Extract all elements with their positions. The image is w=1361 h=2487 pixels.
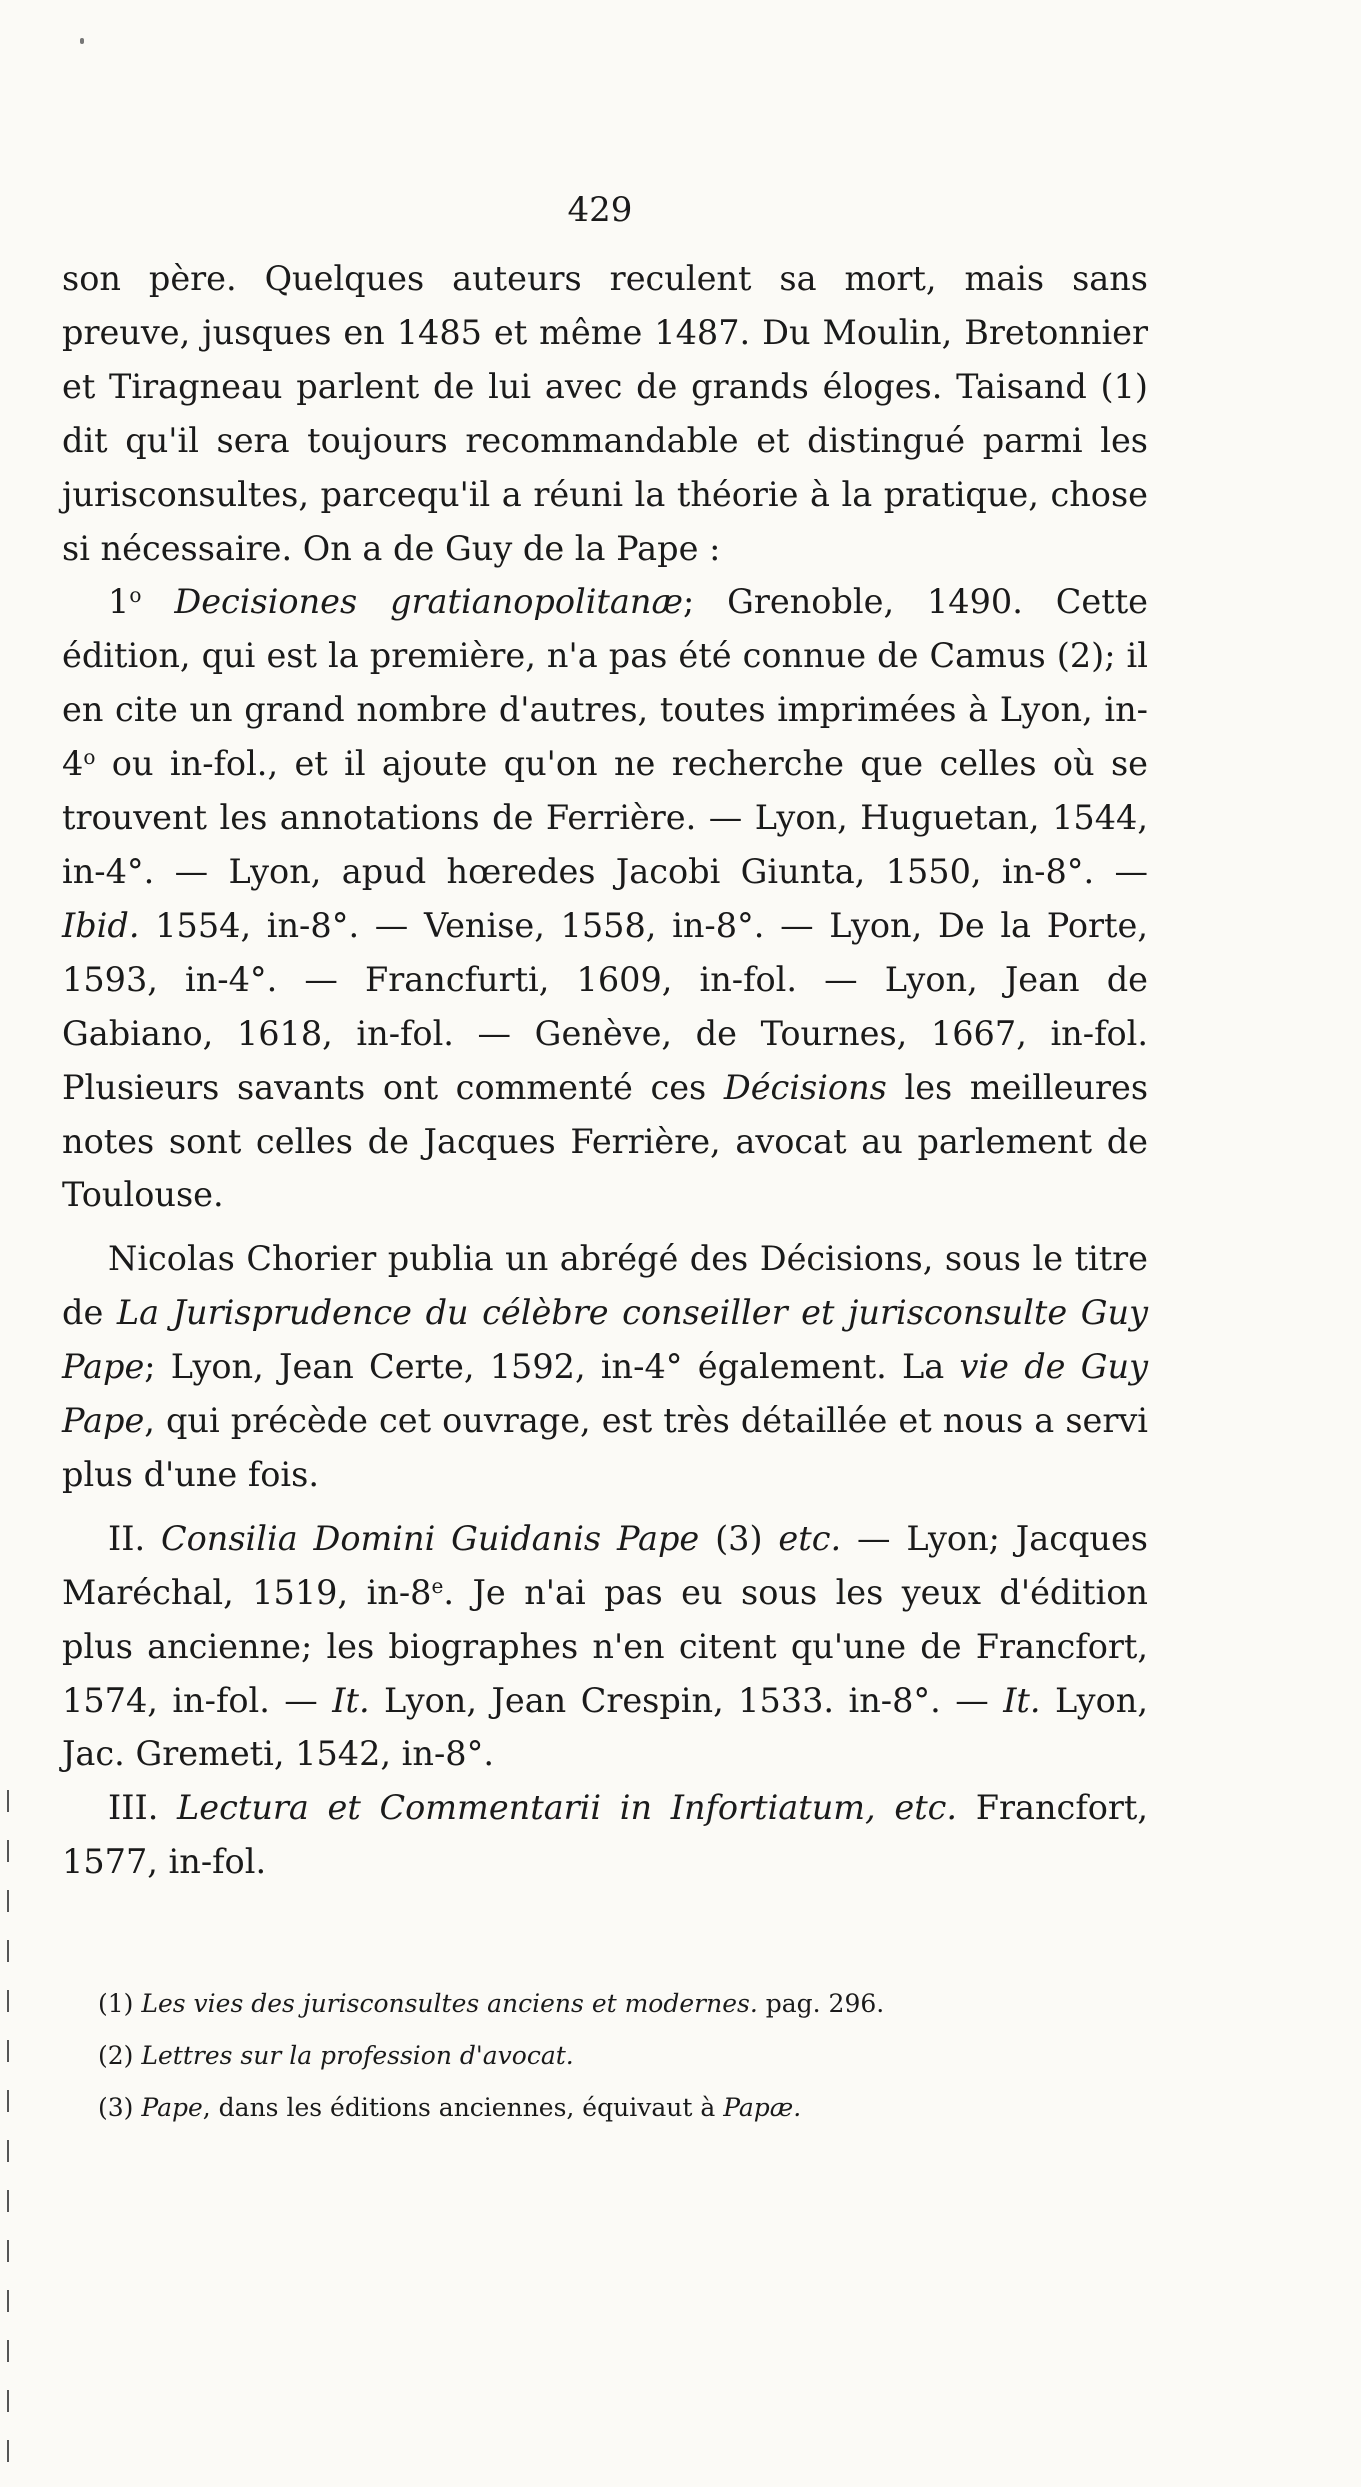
entry-number: III. xyxy=(108,1788,159,1828)
text-run: (3) xyxy=(715,1518,763,1558)
text-run: ; Grenoble, 1490. Cette édition, qui est la première, n'a pas été connue de Camus (2); il en cite un grand nombre d'autres, toutes imprimées à Lyon, in-4 xyxy=(62,582,1148,784)
text-run: 1554, in-8°. — Venise, 1558, in-8°. — Lyon, De la Porte, 1593, in-4°. — Francfurti, 1609, in-fol. — Lyon, Jean de Gabiano, 1618, in-fol. — Genève, de Tournes, 1667, in-fol. Plusieurs savants ont commenté ces xyxy=(62,905,1148,1107)
text-run: ou in-fol., et il ajoute qu'on ne recherche que celles où se trouvent les annotations de Ferrière. — Lyon, Huguetan, 1544, in-4°. — Lyon, apud hœredes Jacobi Giunta, 1550, in-8°. — xyxy=(62,744,1148,891)
text-run: les meilleures notes sont celles de Jacques Ferrière, avocat au parlement de Toulouse. xyxy=(62,1067,1149,1215)
it-italic: It. xyxy=(1003,1680,1041,1720)
text-run: , dans les éditions anciennes, équivaut à xyxy=(202,2093,716,2122)
footnote-3 xyxy=(98,2082,1148,2134)
text-run: — Lyon; Jacques Maréchal, 1519, in-8 xyxy=(62,1518,1148,1612)
margin-binding-line xyxy=(7,1790,9,2470)
book-title: La Jurisprudence du célèbre conseiller et jurisconsulte Guy Pape xyxy=(62,1293,1148,1387)
pape-italic: Pape xyxy=(141,2093,203,2122)
body-text xyxy=(62,252,1148,1889)
footnote-mark: (3) xyxy=(98,2093,134,2122)
book-title: Consilia Domini Guidanis Pape xyxy=(160,1518,700,1558)
text-run: . Je n'ai pas eu sous les yeux d'édition plus ancienne; les biographes n'en citent qu'une de Francfort, 1574, in-fol. — xyxy=(62,1572,1148,1720)
text-run: ; Lyon, Jean Certe, 1592, in-4° également. La xyxy=(144,1347,945,1387)
book-title: Lectura et Commentarii in Infortiatum, etc. xyxy=(177,1788,958,1828)
book-title: Decisiones gratianopolitanæ xyxy=(174,582,683,622)
footnotes xyxy=(98,1978,1148,2134)
ibid-italic: Ibid. xyxy=(62,905,140,945)
paragraph-2 xyxy=(62,575,1148,1222)
paragraph-3 xyxy=(62,1232,1148,1502)
footnote-mark: (2) xyxy=(98,2041,134,2070)
decisions-italic: Décisions xyxy=(723,1067,887,1107)
superscript: e xyxy=(431,1573,444,1598)
vie-italic: vie de Guy Pape xyxy=(62,1347,1149,1441)
entry-number: II. xyxy=(108,1518,146,1558)
text-run: pag. 296. xyxy=(765,1989,885,2018)
papae-italic: Papæ. xyxy=(723,2093,802,2122)
text-run: Francfort, 1577, in-fol. xyxy=(62,1788,1149,1882)
etc-italic: etc. xyxy=(778,1518,842,1558)
footnote-2 xyxy=(98,2030,1148,2082)
footnote-mark: (1) xyxy=(98,1989,134,2018)
paragraph-5 xyxy=(62,1781,1148,1889)
ink-speck xyxy=(80,38,84,44)
text-run: Lyon, Jean Crespin, 1533. in-8°. — xyxy=(384,1680,989,1720)
paragraph-4 xyxy=(62,1512,1148,1782)
page-number: 429 xyxy=(567,190,633,230)
footnote-1 xyxy=(98,1978,1148,2030)
text-run: Nicolas Chorier publia un abrégé des Décisions, sous le titre de xyxy=(62,1239,1148,1333)
entry-number: 1 xyxy=(108,582,130,622)
degree-mark: o xyxy=(83,745,96,770)
text-run: , qui précède cet ouvrage, est très détaillée et nous a servi plus d'une fois. xyxy=(62,1401,1148,1494)
paragraph-1: son père. Quelques auteurs reculent sa mort, mais sans preuve, jusques en 1485 et même 1487. Du Moulin, Bretonnier et Tiragneau parlent de lui avec de grands éloges. Taisand (1) dit qu'il sera toujours recommandable et distingué parmi les jurisconsultes, parcequ'il a réuni la théorie à la pratique, chose si nécessaire. On a de Guy de la Pape : xyxy=(62,259,1148,568)
footnote-title: Les vies des jurisconsultes anciens et modernes. xyxy=(141,1989,758,2018)
footnote-title: Lettres sur la profession d'avocat. xyxy=(141,2041,574,2070)
text-run: Lyon, Jac. Gremeti, 1542, in-8°. xyxy=(62,1680,1148,1774)
degree-mark: o xyxy=(129,583,142,608)
it-italic: It. xyxy=(332,1680,370,1720)
